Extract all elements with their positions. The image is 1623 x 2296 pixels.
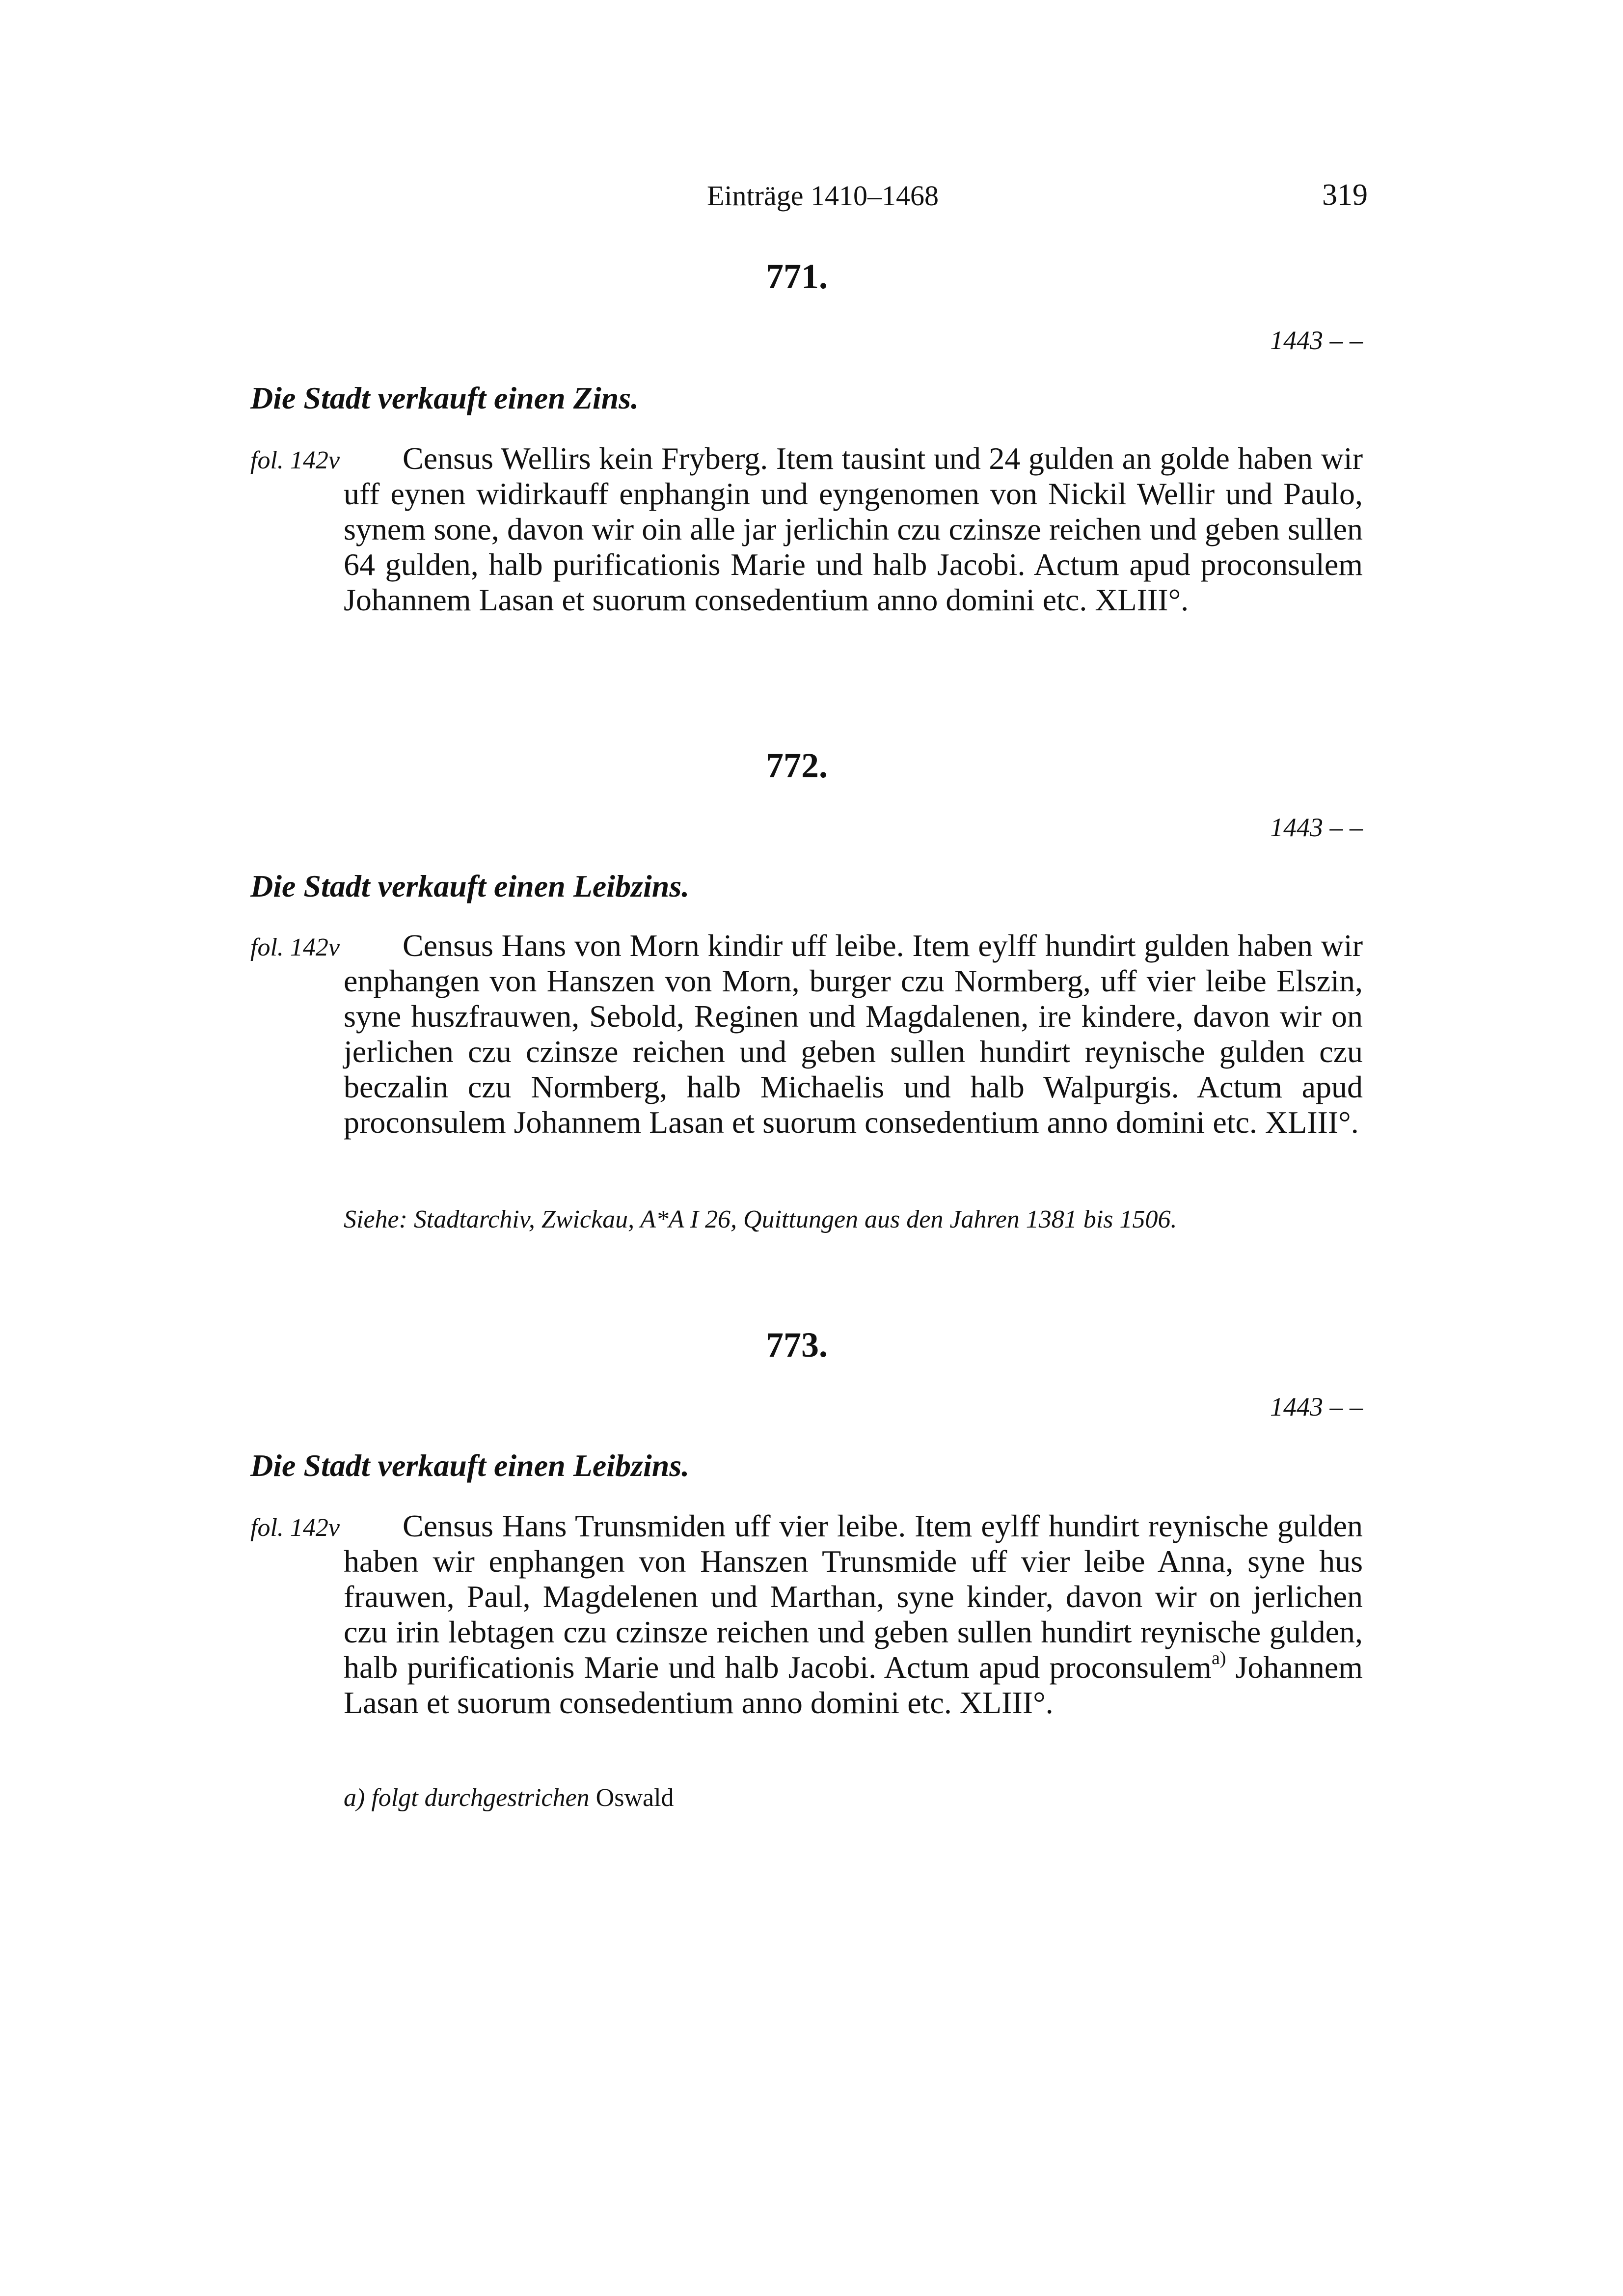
entry-heading: Die Stadt verkauft einen Leibzins. xyxy=(250,1448,690,1483)
entry-number: 771. xyxy=(766,257,828,296)
entry-date: 1443 – – xyxy=(1270,1392,1363,1421)
entry-text: Census Hans von Morn kindir uff leibe. Item eylff hundirt gulden haben wir enphangen von Hanszen von Morn, burger czu Normberg, uff vier leibe Elszin, syne huszfrauwen, Sebold, Reginen und Magdalenen, ire kindere, davon wir on jerlichen czu czinsze reichen und geben sullen hundirt reynische gulden czu beczalin czu Normberg, halb Michaelis und halb Walpurgis. Actum apud proconsulem Johannem Lasan et suorum consedentium anno domini etc. XLIII°. xyxy=(344,928,1363,1140)
entry-date: 1443 – – xyxy=(1270,813,1363,842)
entry-number: 772. xyxy=(766,746,828,785)
entry-text: Census Wellirs kein Fryberg. Item tausint und 24 gulden an golde haben wir uff eynen widirkauff enphangin und eyngenomen von Nickil Wellir und Paulo, synem sone, davon wir oin alle jar jerlichin czu czinsze reichen und geben sullen 64 gulden, halb purificationis Marie und halb Jacobi. Actum apud proconsulem Johannem Lasan et suorum consedentium anno domini etc. XLIII°. xyxy=(344,441,1363,617)
folio-reference: fol. 142v xyxy=(250,933,340,961)
folio-reference: fol. 142v xyxy=(250,446,340,474)
page-number: 319 xyxy=(1322,178,1368,212)
folio-reference: fol. 142v xyxy=(250,1514,340,1542)
entry-text-part: Census Hans Trunsmiden uff vier leibe. Item eylff hundirt reynische gulden haben wir enphangen von Hanszen Trunsmide uff vier leibe Anna, syne hus frauwen, Paul, Magdelenen und Marthan, syne kinder, davon wir on jerlichen czu irin lebtagen czu czinsze reichen und geben sullen hundirt reynische gulden, halb purificationis Marie und halb Jacobi. Actum apud proconsulem xyxy=(344,1508,1363,1685)
entry-number: 773. xyxy=(766,1325,828,1365)
entry-text-part: Johannem Lasan et suorum consedentium anno domini etc. XLIII°. xyxy=(344,1650,1363,1720)
entry-date: 1443 – – xyxy=(1270,326,1363,355)
footnote-word: Oswald xyxy=(595,1784,674,1812)
footnote xyxy=(344,1782,674,1814)
running-title: Einträge 1410–1468 xyxy=(707,180,939,212)
footnote-label: a) folgt durchgestrichen xyxy=(344,1784,590,1812)
entry-note: Siehe: Stadtarchiv, Zwickau, A*A I 26, Quittungen aus den Jahren 1381 bis 1506. xyxy=(344,1205,1177,1233)
entry-heading: Die Stadt verkauft einen Leibzins. xyxy=(250,869,690,903)
footnote-marker: a) xyxy=(1211,1647,1226,1668)
entry-text xyxy=(344,1508,1363,1721)
entry-heading: Die Stadt verkauft einen Zins. xyxy=(250,381,639,415)
